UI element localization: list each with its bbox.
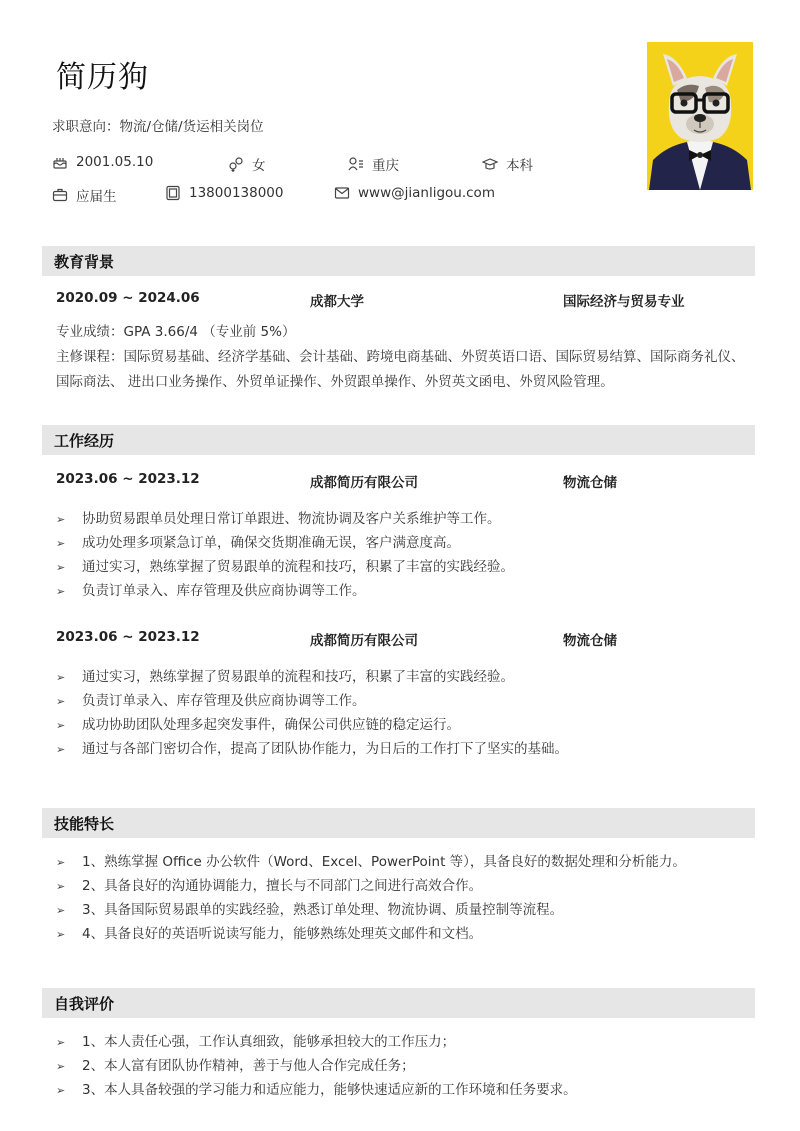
mail-icon <box>334 185 350 201</box>
list-item: ➢ 通过与各部门密切合作，提高了团队协作能力，为日后的工作打下了坚实的基础。 <box>56 741 568 757</box>
degree: 本科 <box>506 158 533 174</box>
job-role: 物流仓储 <box>563 475 617 491</box>
section-education <box>42 246 755 276</box>
list-item: ➢ 负责订单录入、库存管理及供应商协调等工作。 <box>56 583 366 599</box>
arrowhead-bullet: ➢ <box>56 880 66 893</box>
phone-icon <box>165 185 181 201</box>
list-item: ➢ 负责订单录入、库存管理及供应商协调等工作。 <box>56 693 366 709</box>
arrowhead-bullet: ➢ <box>56 856 66 869</box>
arrowhead-bullet: ➢ <box>56 695 66 708</box>
education-school: 成都大学 <box>310 294 364 310</box>
list-item: ➢ 1、熟练掌握 Office 办公软件（Word、Excel、PowerPoint 等），具备良好的数据处理和分析能力。 <box>56 854 686 870</box>
arrowhead-bullet: ➢ <box>56 513 66 526</box>
arrowhead-bullet: ➢ <box>56 1084 66 1097</box>
section-title-education: 教育背景 <box>54 253 115 271</box>
section-title-skills: 技能特长 <box>54 815 115 833</box>
gender-icon <box>228 156 244 172</box>
arrowhead-bullet: ➢ <box>56 928 66 941</box>
graduate-status: 应届生 <box>76 189 117 205</box>
education-gpa: 专业成绩：GPA 3.66/4 （专业前 5%） <box>56 324 296 340</box>
info-email <box>334 185 495 201</box>
education-major: 国际经济与贸易专业 <box>563 294 685 310</box>
list-item: ➢ 成功协助团队处理多起突发事件，确保公司供应链的稳定运行。 <box>56 717 460 733</box>
section-title-work: 工作经历 <box>54 432 115 450</box>
arrowhead-bullet: ➢ <box>56 904 66 917</box>
job-company: 成都简历有限公司 <box>310 633 418 649</box>
job-company: 成都简历有限公司 <box>310 475 418 491</box>
info-phone <box>165 185 283 201</box>
info-location <box>348 154 399 174</box>
location: 重庆 <box>372 158 399 174</box>
arrowhead-bullet: ➢ <box>56 561 66 574</box>
job-period: 2023.06 ~ 2023.12 <box>56 629 200 645</box>
arrowhead-bullet: ➢ <box>56 1036 66 1049</box>
birth-date: 2001.05.10 <box>76 154 154 170</box>
info-status <box>52 185 117 205</box>
education-courses: 主修课程：国际贸易基础、经济学基础、会计基础、跨境电商基础、外贸英语口语、国际贸易结算、国际商务礼仪、国际商法、 进出口业务操作、外贸单证操作、外贸跟单操作、外贸英文函电、外贸风险管理。 <box>56 349 745 390</box>
person-list-icon <box>348 156 364 172</box>
briefcase-icon <box>52 187 68 203</box>
job-intent: 求职意向：物流/仓储/货运相关岗位 <box>52 119 264 135</box>
education-period: 2020.09 ~ 2024.06 <box>56 290 200 306</box>
gender: 女 <box>252 158 266 174</box>
job-role: 物流仓储 <box>563 633 617 649</box>
section-evaluation <box>42 988 755 1018</box>
arrowhead-bullet: ➢ <box>56 743 66 756</box>
info-gender <box>228 154 266 174</box>
section-skills <box>42 808 755 838</box>
info-degree <box>482 154 533 174</box>
cake-icon <box>52 154 68 170</box>
arrowhead-bullet: ➢ <box>56 719 66 732</box>
arrowhead-bullet: ➢ <box>56 585 66 598</box>
job-period: 2023.06 ~ 2023.12 <box>56 471 200 487</box>
list-item: ➢ 4、具备良好的英语听说读写能力，能够熟练处理英文邮件和文档。 <box>56 926 483 942</box>
list-item: ➢ 3、具备国际贸易跟单的实践经验，熟悉订单处理、物流协调、质量控制等流程。 <box>56 902 564 918</box>
section-title-evaluation: 自我评价 <box>54 995 115 1013</box>
list-item: ➢ 3、本人具备较强的学习能力和适应能力，能够快速适应新的工作环境和任务要求。 <box>56 1082 577 1098</box>
info-birth <box>52 154 153 170</box>
list-item: ➢ 通过实习，熟练掌握了贸易跟单的流程和技巧，积累了丰富的实践经验。 <box>56 669 514 685</box>
arrowhead-bullet: ➢ <box>56 1060 66 1073</box>
profile-photo <box>647 42 753 190</box>
email-address: www@jianligou.com <box>358 185 495 201</box>
list-item: ➢ 1、本人责任心强，工作认真细致，能够承担较大的工作压力； <box>56 1034 456 1050</box>
list-item: ➢ 通过实习，熟练掌握了贸易跟单的流程和技巧，积累了丰富的实践经验。 <box>56 559 514 575</box>
candidate-name: 简历狗 <box>56 60 149 95</box>
list-item: ➢ 成功处理多项紧急订单，确保交货期准确无误，客户满意度高。 <box>56 535 460 551</box>
list-item: ➢ 2、具备良好的沟通协调能力，擅长与不同部门之间进行高效合作。 <box>56 878 483 894</box>
phone-number: 13800138000 <box>189 185 284 201</box>
list-item: ➢ 2、本人富有团队协作精神，善于与他人合作完成任务； <box>56 1058 415 1074</box>
graduation-cap-icon <box>482 156 498 172</box>
section-work <box>42 425 755 455</box>
list-item: ➢ 协助贸易跟单员处理日常订单跟进、物流协调及客户关系维护等工作。 <box>56 511 501 527</box>
arrowhead-bullet: ➢ <box>56 671 66 684</box>
arrowhead-bullet: ➢ <box>56 537 66 550</box>
